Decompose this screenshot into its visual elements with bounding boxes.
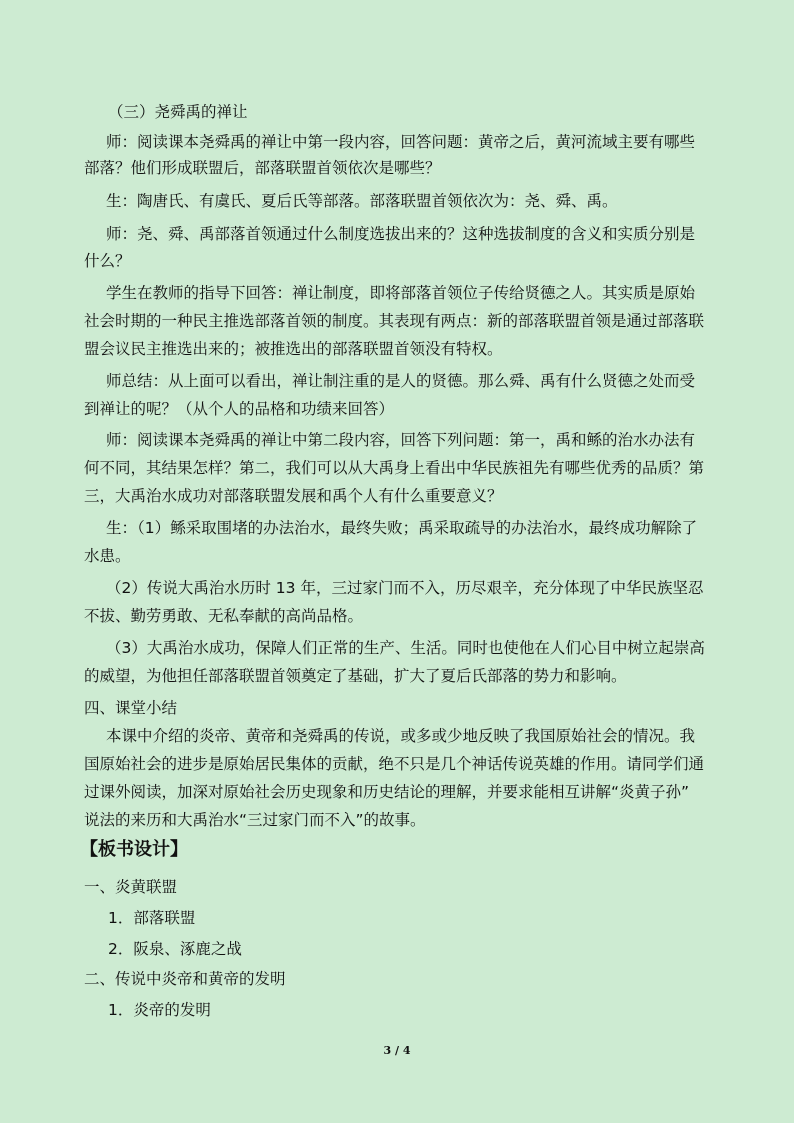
page-number: 3 / 4 [383, 1044, 411, 1057]
paragraph-line: 师：阅读课本尧舜禹的禅让中第二段内容，回答下列问题：第一，禹和鲧的治水办法有 [106, 431, 696, 449]
paragraph-line: 说法的来历和大禹治水“三过家门而不入”的故事。 [84, 811, 426, 829]
paragraph-line: 不拔、勤劳勇敢、无私奉献的高尚品格。 [84, 607, 364, 625]
paragraph-line: 本课中介绍的炎帝、黄帝和尧舜禹的传说，或多或少地反映了我国原始社会的情况。我 [106, 727, 696, 745]
board-item: 一、炎黄联盟 [84, 878, 178, 896]
paragraph-line: 生：（1）鲧采取围堵的办法治水，最终失败；禹采取疏导的办法治水，最终成功解除了 [106, 519, 698, 537]
paragraph-line: 何不同，其结果怎样？第二，我们可以从大禹身上看出中华民族祖先有哪些优秀的品质？第 [84, 459, 705, 477]
paragraph-line: 社会时期的一种民主推选部落首领的制度。其表现有两点：新的部落联盟首领是通过部落联 [84, 312, 705, 330]
section-heading: 四、课堂小结 [84, 699, 178, 717]
paragraph-line: 盟会议民主推选出来的；被推选出的部落联盟首领没有特权。 [84, 340, 503, 358]
paragraph-line: 师总结：从上面可以看出，禅让制注重的是人的贤德。那么舜、禹有什么贤德之处而受 [106, 372, 696, 390]
board-subitem: 1．炎帝的发明 [108, 1001, 211, 1019]
paragraph-line: 到禅让的呢？（从个人的品格和功绩来回答） [84, 400, 395, 418]
board-subitem: 1．部落联盟 [108, 909, 196, 927]
paragraph-line: 过课外阅读，加深对原始社会历史现象和历史结论的理解，并要求能相互讲解“炎黄子孙” [84, 783, 690, 801]
paragraph-line: 学生在教师的指导下回答：禅让制度，即将部落首领位子传给贤德之人。其实质是原始 [106, 284, 696, 302]
board-item: 二、传说中炎帝和黄帝的发明 [84, 970, 286, 988]
paragraph-line: （2）传说大禹治水历时 13 年，三过家门而不入，历尽艰辛，充分体现了中华民族坚忍 [106, 579, 704, 597]
paragraph-line: 水患。 [84, 547, 131, 565]
paragraph-line: 师：阅读课本尧舜禹的禅让中第一段内容，回答问题：黄帝之后，黄河流域主要有哪些 [106, 133, 696, 151]
paragraph-line: 部落？他们形成联盟后，部落联盟首领依次是哪些？ [84, 159, 441, 177]
paragraph-line: （3）大禹治水成功，保障人们正常的生产、生活。同时也使他在人们心目中树立起崇高 [106, 639, 705, 657]
paragraph-line: 生：陶唐氏、有虞氏、夏后氏等部落。部落联盟首领依次为：尧、舜、禹。 [106, 192, 618, 210]
board-subitem: 2．阪泉、涿鹿之战 [108, 940, 242, 958]
paragraph-line: 三，大禹治水成功对部落联盟发展和禹个人有什么重要意义？ [84, 487, 503, 505]
paragraph-line: 的威望，为他担任部落联盟首领奠定了基础，扩大了夏后氏部落的势力和影响。 [84, 667, 627, 685]
paragraph-line: 什么？ [84, 252, 131, 270]
section-heading: （三）尧舜禹的禅让 [108, 103, 248, 121]
paragraph-line: 师：尧、舜、禹部落首领通过什么制度选拔出来的？这种选拔制度的含义和实质分别是 [106, 225, 696, 243]
board-design-heading: 【板书设计】 [80, 839, 188, 860]
paragraph-line: 国原始社会的进步是原始居民集体的贡献，绝不只是几个神话传说英雄的作用。请同学们通 [84, 755, 705, 773]
